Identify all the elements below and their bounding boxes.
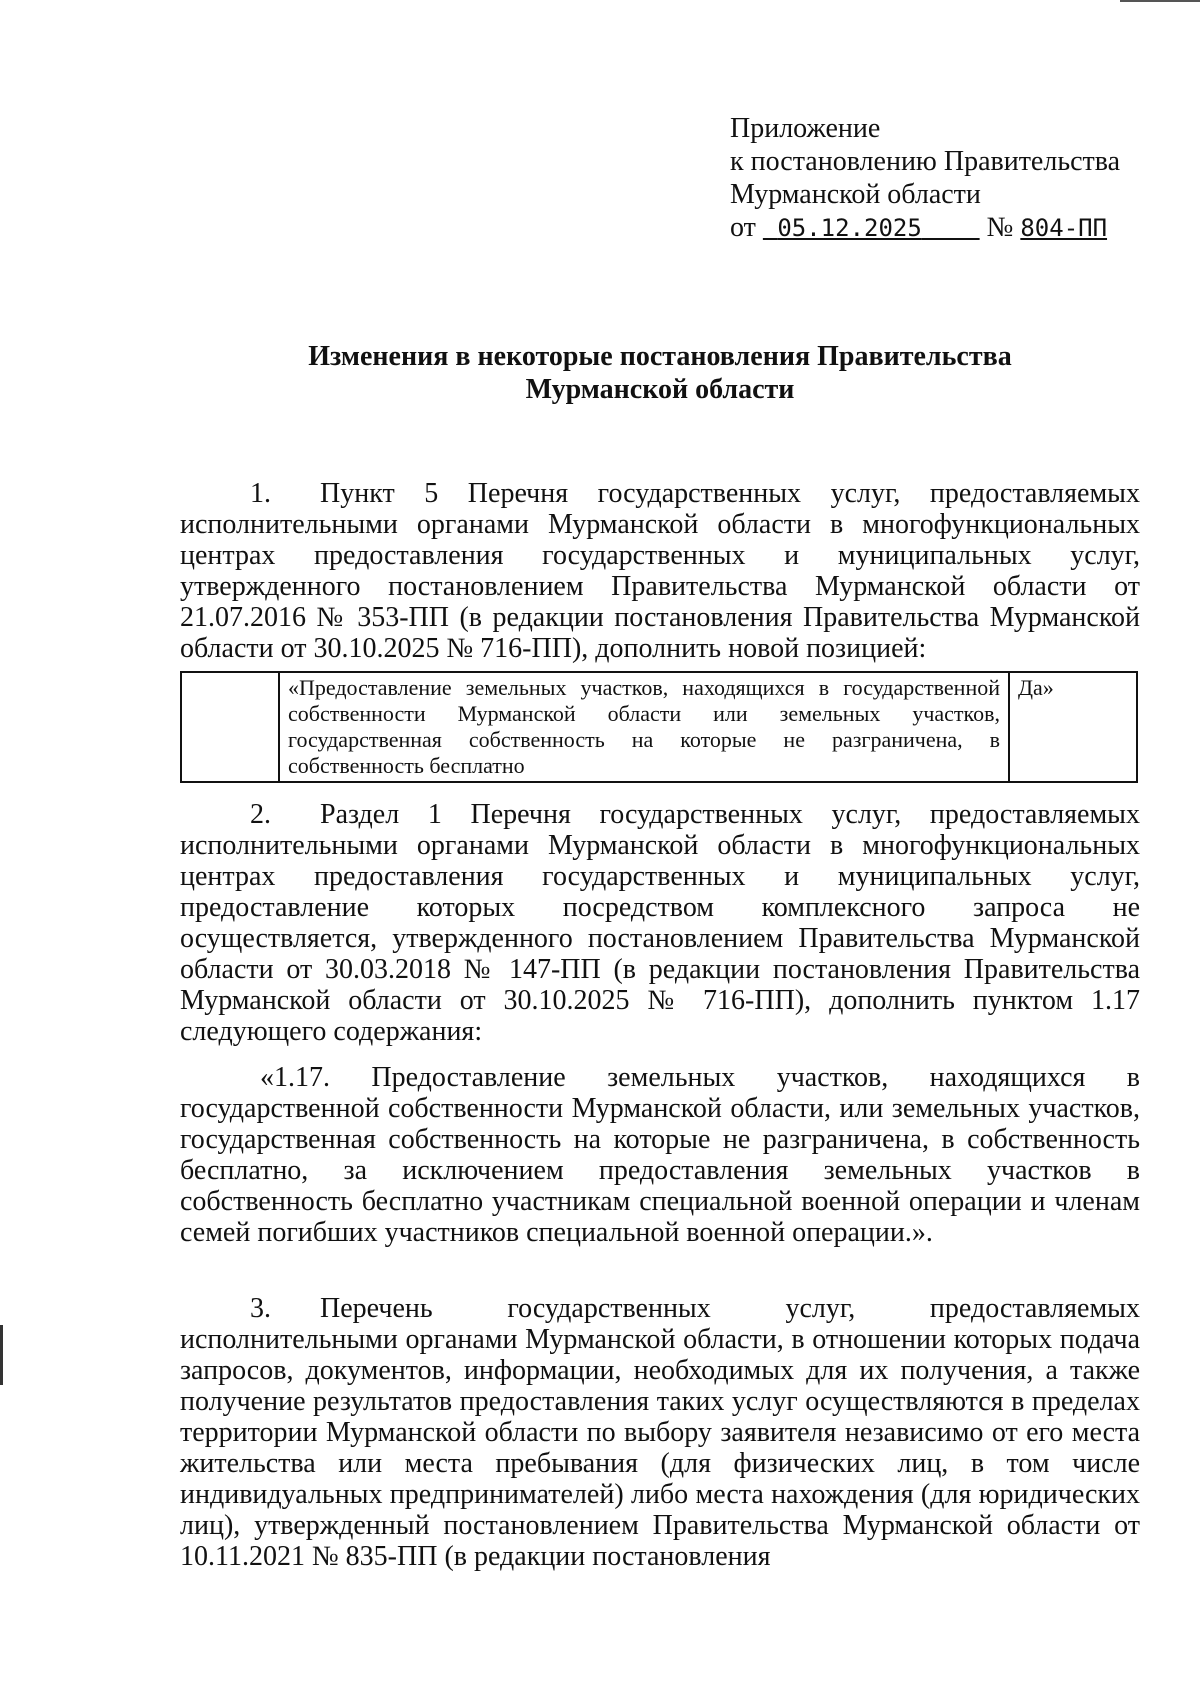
table-cell-service: «Предоставление земельных участков, находящихся в государственной собственности Мурманской области или земельных участков, государственная собственность на которые не разграничена, в собственность бесплатно [279, 672, 1009, 782]
paragraph-1-number: 1. [250, 478, 271, 509]
paragraph-3-text: Перечень государственных услуг, предоставляемых исполнительными органами Мурманской области, в отношении которых подача запросов, документов, информации, необходимых для их получения, а также получение результатов предоставления таких услуг осуществляются в пределах территории Мурманской области по выбору заявителя независимо от его места жительства или места пребывания (для физических лиц, в том числе индивидуальных предпринимателей) либо места нахождения (для юридических лиц), утвержденный постановлением Правительства Мурманской области от 10.11.2021 № 835-ПП (в редакции постановления [180, 1293, 1140, 1572]
paragraph-1-text: Пункт 5 Перечня государственных услуг, предоставляемых исполнительными органами Мурманской области в многофункциональных центрах предоставления государственных и муниципальных услуг, утвержденного постановлением Правительства Мурманской области от 21.07.2016 № 353-ПП (в редакции постановления Правительства Мурманской области от 30.10.2025 № 716-ПП), дополнить новой позицией: [180, 478, 1140, 664]
table-cell-flag: Да» [1009, 672, 1137, 782]
from-label: от [730, 212, 756, 243]
appendix-title: Приложение [730, 113, 881, 144]
paragraph-2 [180, 799, 1140, 1047]
inserted-position-table [180, 671, 1138, 783]
resolution-number: 804-ПП [1020, 214, 1108, 242]
document-title [170, 340, 1150, 406]
scan-edge-mark [1120, 0, 1200, 2]
resolution-date: 05.12.2025 [777, 214, 922, 242]
table-row [181, 672, 1137, 782]
title-line-2: Мурманской области [525, 374, 795, 405]
paragraph-2-text: Раздел 1 Перечня государственных услуг, предоставляемых исполнительными органами Мурманской области в многофункциональных центрах предоставления государственных и муниципальных услуг, предоставление которых посредством комплексного запроса не осуществляется, утвержденного постановлением Правительства Мурманской области от 30.03.2018 № 147-ПП (в редакции постановления Правительства Мурманской области от 30.10.2025 № 716-ПП), дополнить пунктом 1.17 следующего содержания: [180, 799, 1140, 1047]
paragraph-3 [180, 1293, 1140, 1572]
paragraph-2-number: 2. [250, 799, 271, 830]
appendix-region: Мурманской области [730, 179, 981, 210]
appendix-resolution: к постановлению Правительства [730, 146, 1121, 177]
table-cell-empty [181, 672, 279, 782]
paragraph-2-quote [180, 1062, 1140, 1248]
paragraph-3-number: 3. [250, 1293, 271, 1324]
number-label: № [986, 212, 1014, 243]
quote-text: «1.17. Предоставление земельных участков, находящихся в государственной собственности Мурманской области, или земельных участков, государственная собственность на которые не разграничена, в собственность бесплатно, за исключением предоставления земельных участков в собственность бесплатно участникам специальной военной операции и членам семей погибших участников специальной военной операции.». [180, 1062, 1140, 1248]
scan-edge-mark-left [0, 1325, 3, 1385]
appendix-date-line [730, 211, 1120, 245]
paragraph-1 [180, 478, 1140, 664]
appendix-block [730, 112, 1120, 245]
title-line-1: Изменения в некоторые постановления Правительства [308, 341, 1012, 372]
